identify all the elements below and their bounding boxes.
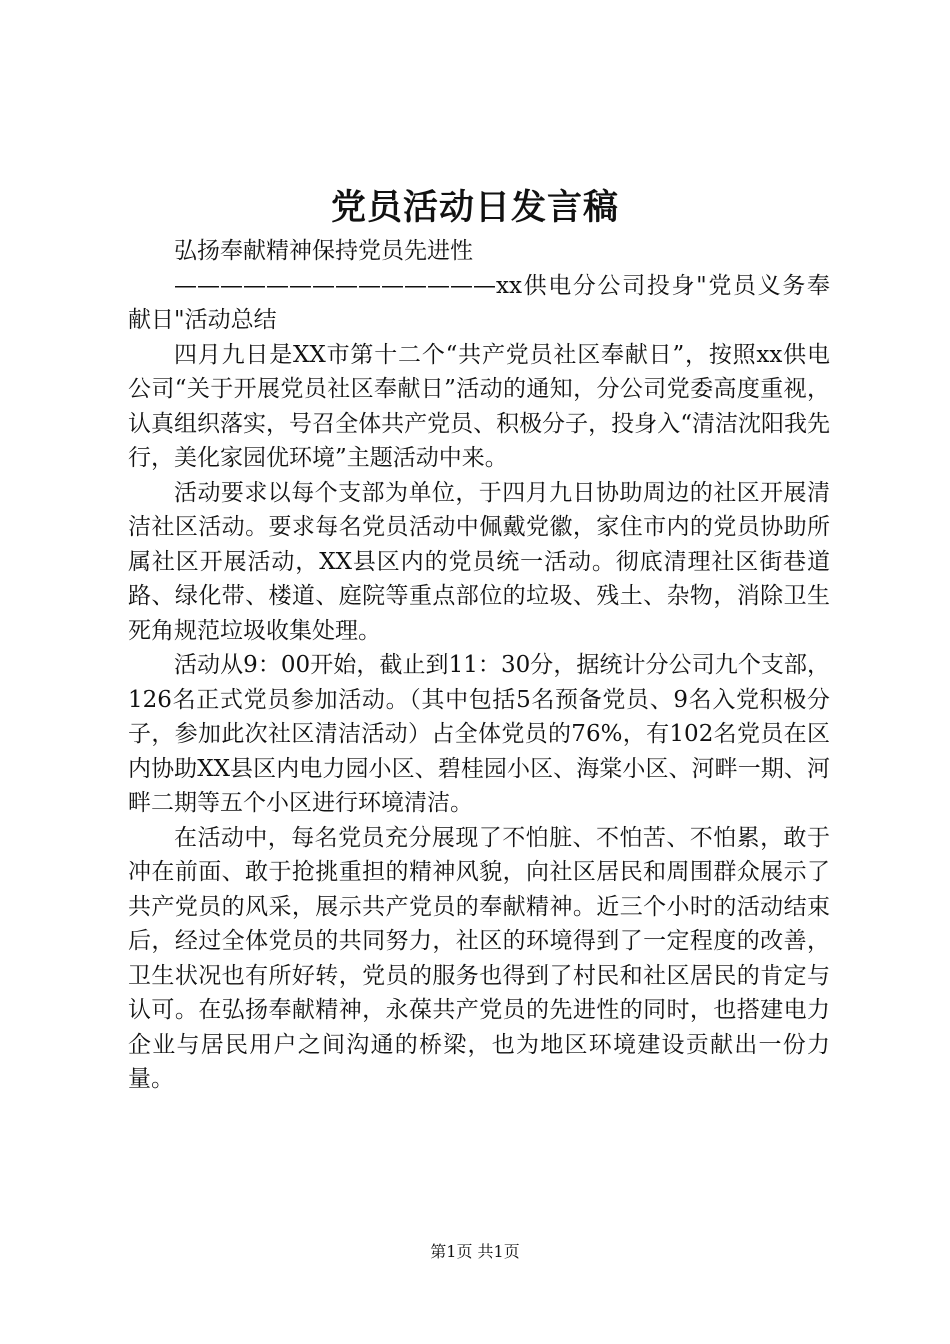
document-subtitle: 弘扬奉献精神保持党员先进性 [174,238,473,264]
body-paragraph: 在活动中，每名党员充分展现了不怕脏、不怕苦、不怕累，敢于冲在前面、敢于抢挑重担的精神风貌，向社区居民和周围群众展示了共产党员的风采，展示共产党员的奉献精神。近三个小时的活动结束后，经过全体党员的共同努力，社区的环境得到了一定程度的改善，卫生状况也有所好转，党员的服务也得到了村民和社区居民的肯定与认可。在弘扬奉献精神，永葆共产党员的先进性的同时，也搭建电力企业与居民用户之间沟通的桥梁，也为地区环境建设贡献出一份力量。 [128,824,830,1092]
page-title: 党员活动日发言稿 [330,187,619,228]
body-paragraph: 四月九日是XX市第十二个“共产党员社区奉献日”，按照xx供电公司“关于开展党员社区奉献日”活动的通知，分公司党委高度重视，认真组织落实，号召全体共产党员、积极分子，投身入“清洁沈阳我先行，美化家园优环境”主题活动中来。 [128,341,830,471]
body-paragraph: 活动从9：00开始，截止到11：30分，据统计分公司九个支部，126名正式党员参加活动。（其中包括5名预备党员、9名入党积极分子，参加此次社区清洁活动）占全体党员的76%，有102名党员在区内协助XX县区内电力园小区、碧桂园小区、海棠小区、河畔一期、河畔二期等五个小区进行环境清洁。 [128,652,830,816]
body-paragraph: 活动要求以每个支部为单位，于四月九日协助周边的社区开展清洁社区活动。要求每名党员活动中佩戴党徽，家住市内的党员协助所属社区开展活动，XX县区内的党员统一活动。彻底清理社区街巷道路、绿化带、楼道、庭院等重点部位的垃圾、残土、杂物，消除卫生死角规范垃圾收集处理。 [128,479,830,644]
page-footer: 第1页 共1页 [430,1242,520,1261]
document-byline: ——————————————xx供电分公司投身"党员义务奉献日"活动总结 [128,272,830,333]
document-body [128,234,830,1097]
